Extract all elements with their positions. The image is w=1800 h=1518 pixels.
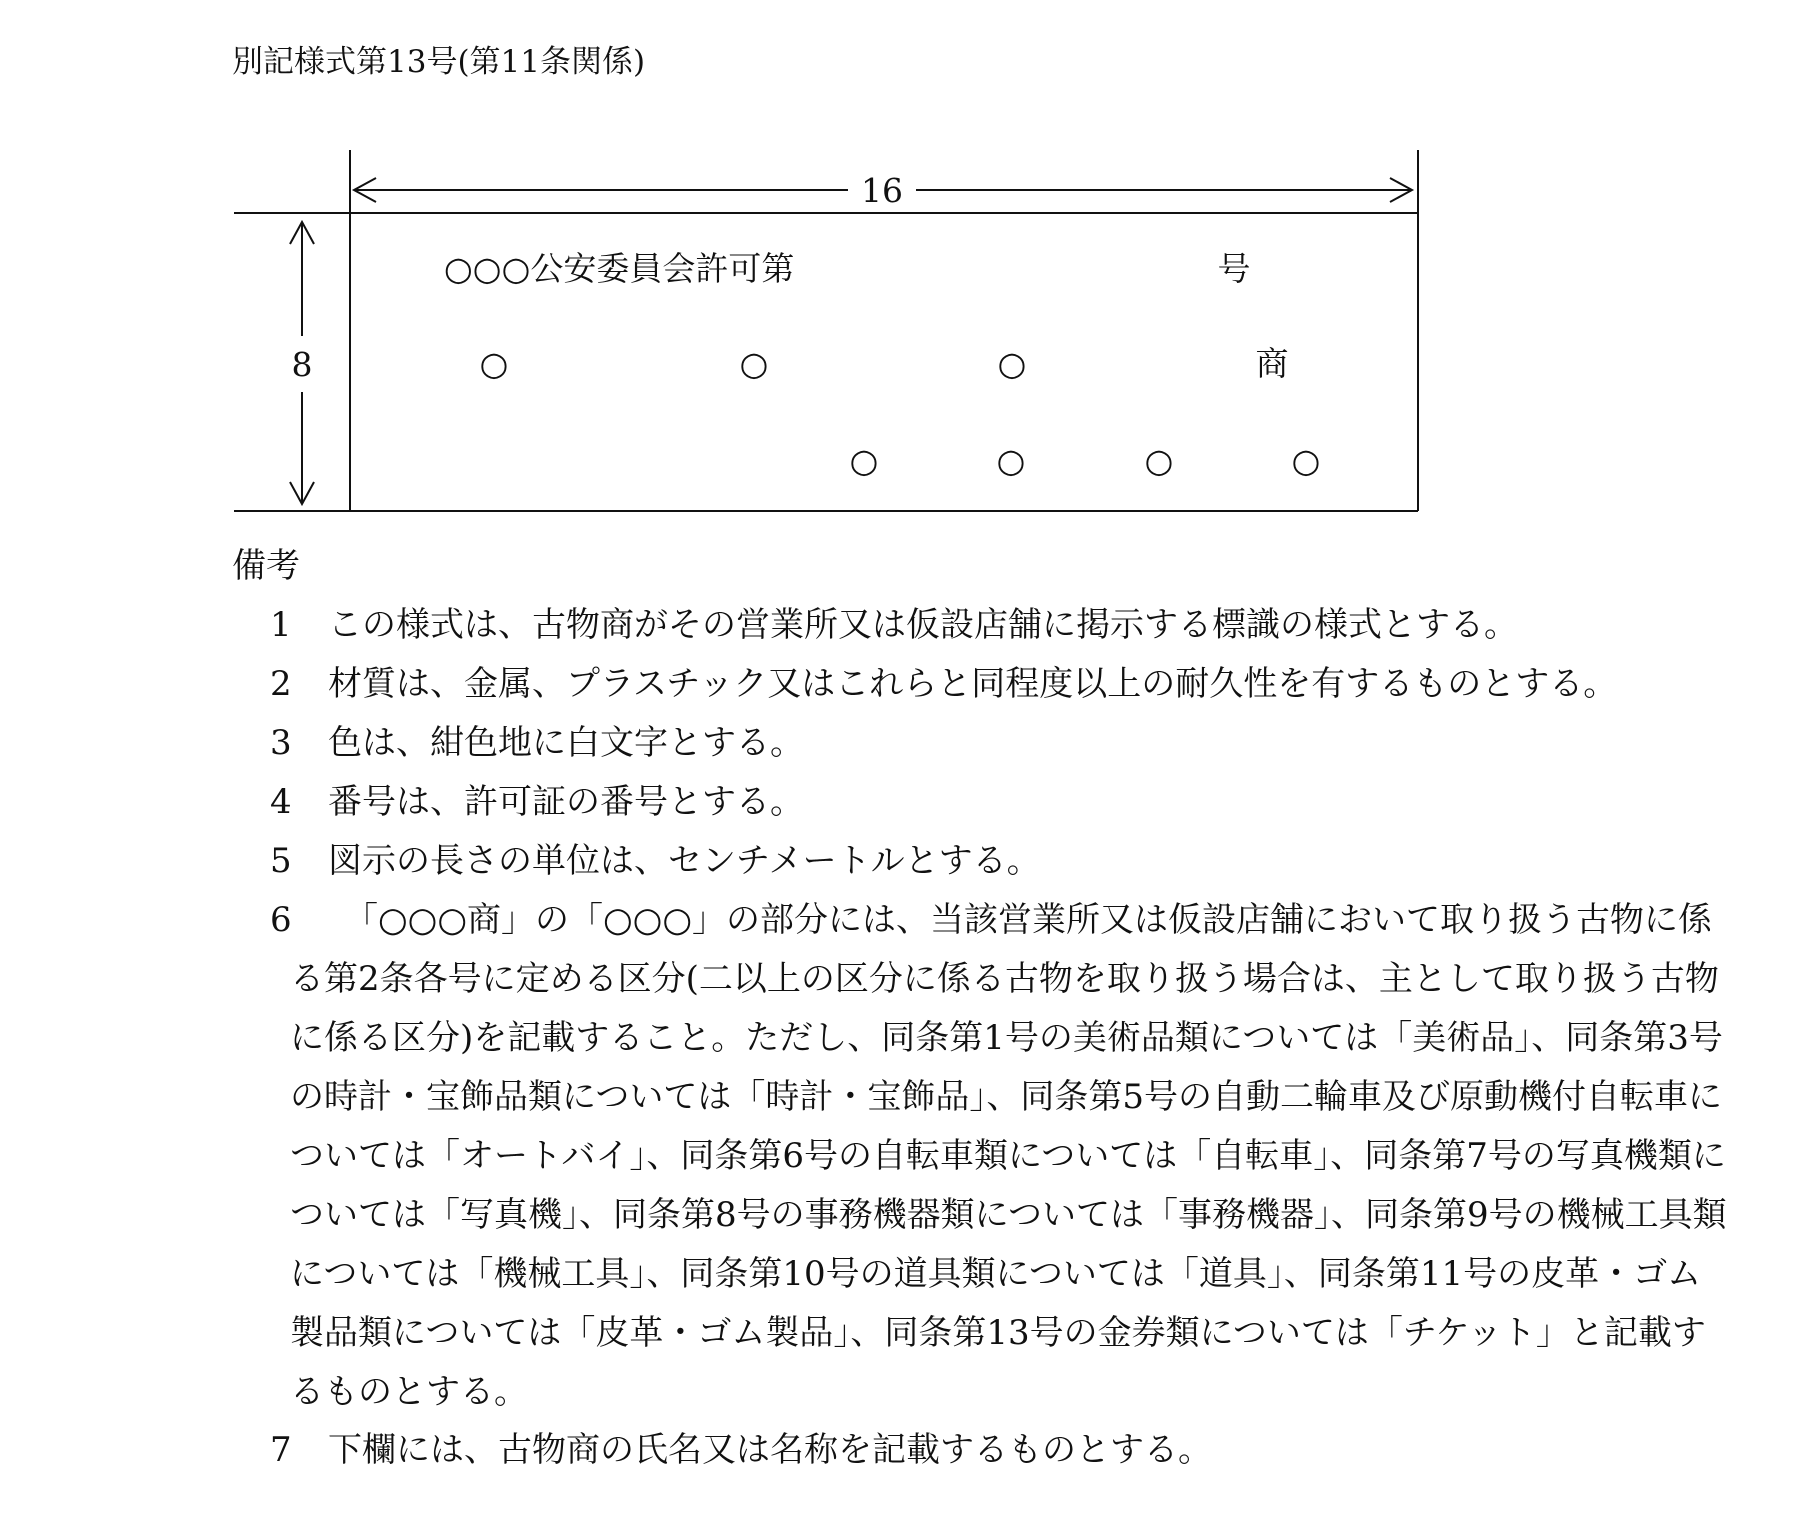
remark-text: この様式は、古物商がその営業所又は仮設店舗に掲示する標識の様式とする。 xyxy=(328,605,1518,645)
plate-line1-right: 号 xyxy=(1217,249,1251,288)
plate-line3-char: ○ xyxy=(1291,441,1321,480)
remark-item xyxy=(270,1421,1730,1480)
plate-line3-char: ○ xyxy=(996,441,1026,480)
height-dimension: 8 xyxy=(291,345,313,384)
remark-text: 「○○○商」の「○○○」の部分には、当該営業所又は仮設店舗において取り扱う古物に係る第2条各号に定める区分(二以上の区分に係る古物を取り扱う場合は、主として取り扱う古物に係る区分)を記載すること。ただし、同条第1号の美術品類については「美術品」、同条第3号の時計・宝飾品類については「時計・宝飾品」、同条第5号の自動二輪車及び原動機付自転車については「オートバイ」、同条第6号の自転車類については「自転車」、同条第7号の写真機類については「写真機」、同条第8号の事務機器類については「事務機器」、同条第9号の機械工具類については「機械工具」、同条第10号の道具類については「道具」、同条第11号の皮革・ゴム製品類については「皮革・ゴム製品」、同条第13号の金券類については「チケット」と記載するものとする。 xyxy=(290,900,1727,1412)
remark-item xyxy=(270,655,1730,714)
plate-line2-char: ○ xyxy=(739,344,769,383)
remark-item xyxy=(270,714,1730,773)
plate-line2-char: ○ xyxy=(479,344,509,383)
remarks-title: 備考 xyxy=(232,546,300,586)
remark-item xyxy=(270,773,1730,832)
remark-text: 下欄には、古物商の氏名又は名称を記載するものとする。 xyxy=(328,1430,1212,1470)
plate-line2-char: ○ xyxy=(997,344,1027,383)
remark-number: 2 xyxy=(270,664,292,704)
remark-number: 7 xyxy=(270,1430,292,1470)
sign-diagram xyxy=(0,0,1800,560)
remark-item xyxy=(270,832,1730,891)
remark-text: 色は、紺色地に白文字とする。 xyxy=(328,723,804,763)
remark-number: 1 xyxy=(270,605,292,645)
width-dimension: 16 xyxy=(861,171,903,210)
remark-text: 材質は、金属、プラスチック又はこれらと同程度以上の耐久性を有するものとする。 xyxy=(328,664,1618,704)
remark-number: 4 xyxy=(270,782,292,822)
form-heading: 別記様式第13号(第11条関係) xyxy=(232,44,646,80)
remark-number: 3 xyxy=(270,723,292,763)
remark-text: 番号は、許可証の番号とする。 xyxy=(328,782,804,822)
remark-item xyxy=(270,596,1730,655)
remark-text: 図示の長さの単位は、センチメートルとする。 xyxy=(328,841,1041,881)
plate-line3-char: ○ xyxy=(1144,441,1174,480)
plate-line1-left: ○○○公安委員会許可第 xyxy=(444,249,795,288)
remark-item xyxy=(270,891,1730,1422)
plate-line3-char: ○ xyxy=(849,441,879,480)
plate-line2-char: 商 xyxy=(1255,344,1289,383)
remark-number: 6 xyxy=(270,900,292,940)
remark-number: 5 xyxy=(270,841,292,881)
